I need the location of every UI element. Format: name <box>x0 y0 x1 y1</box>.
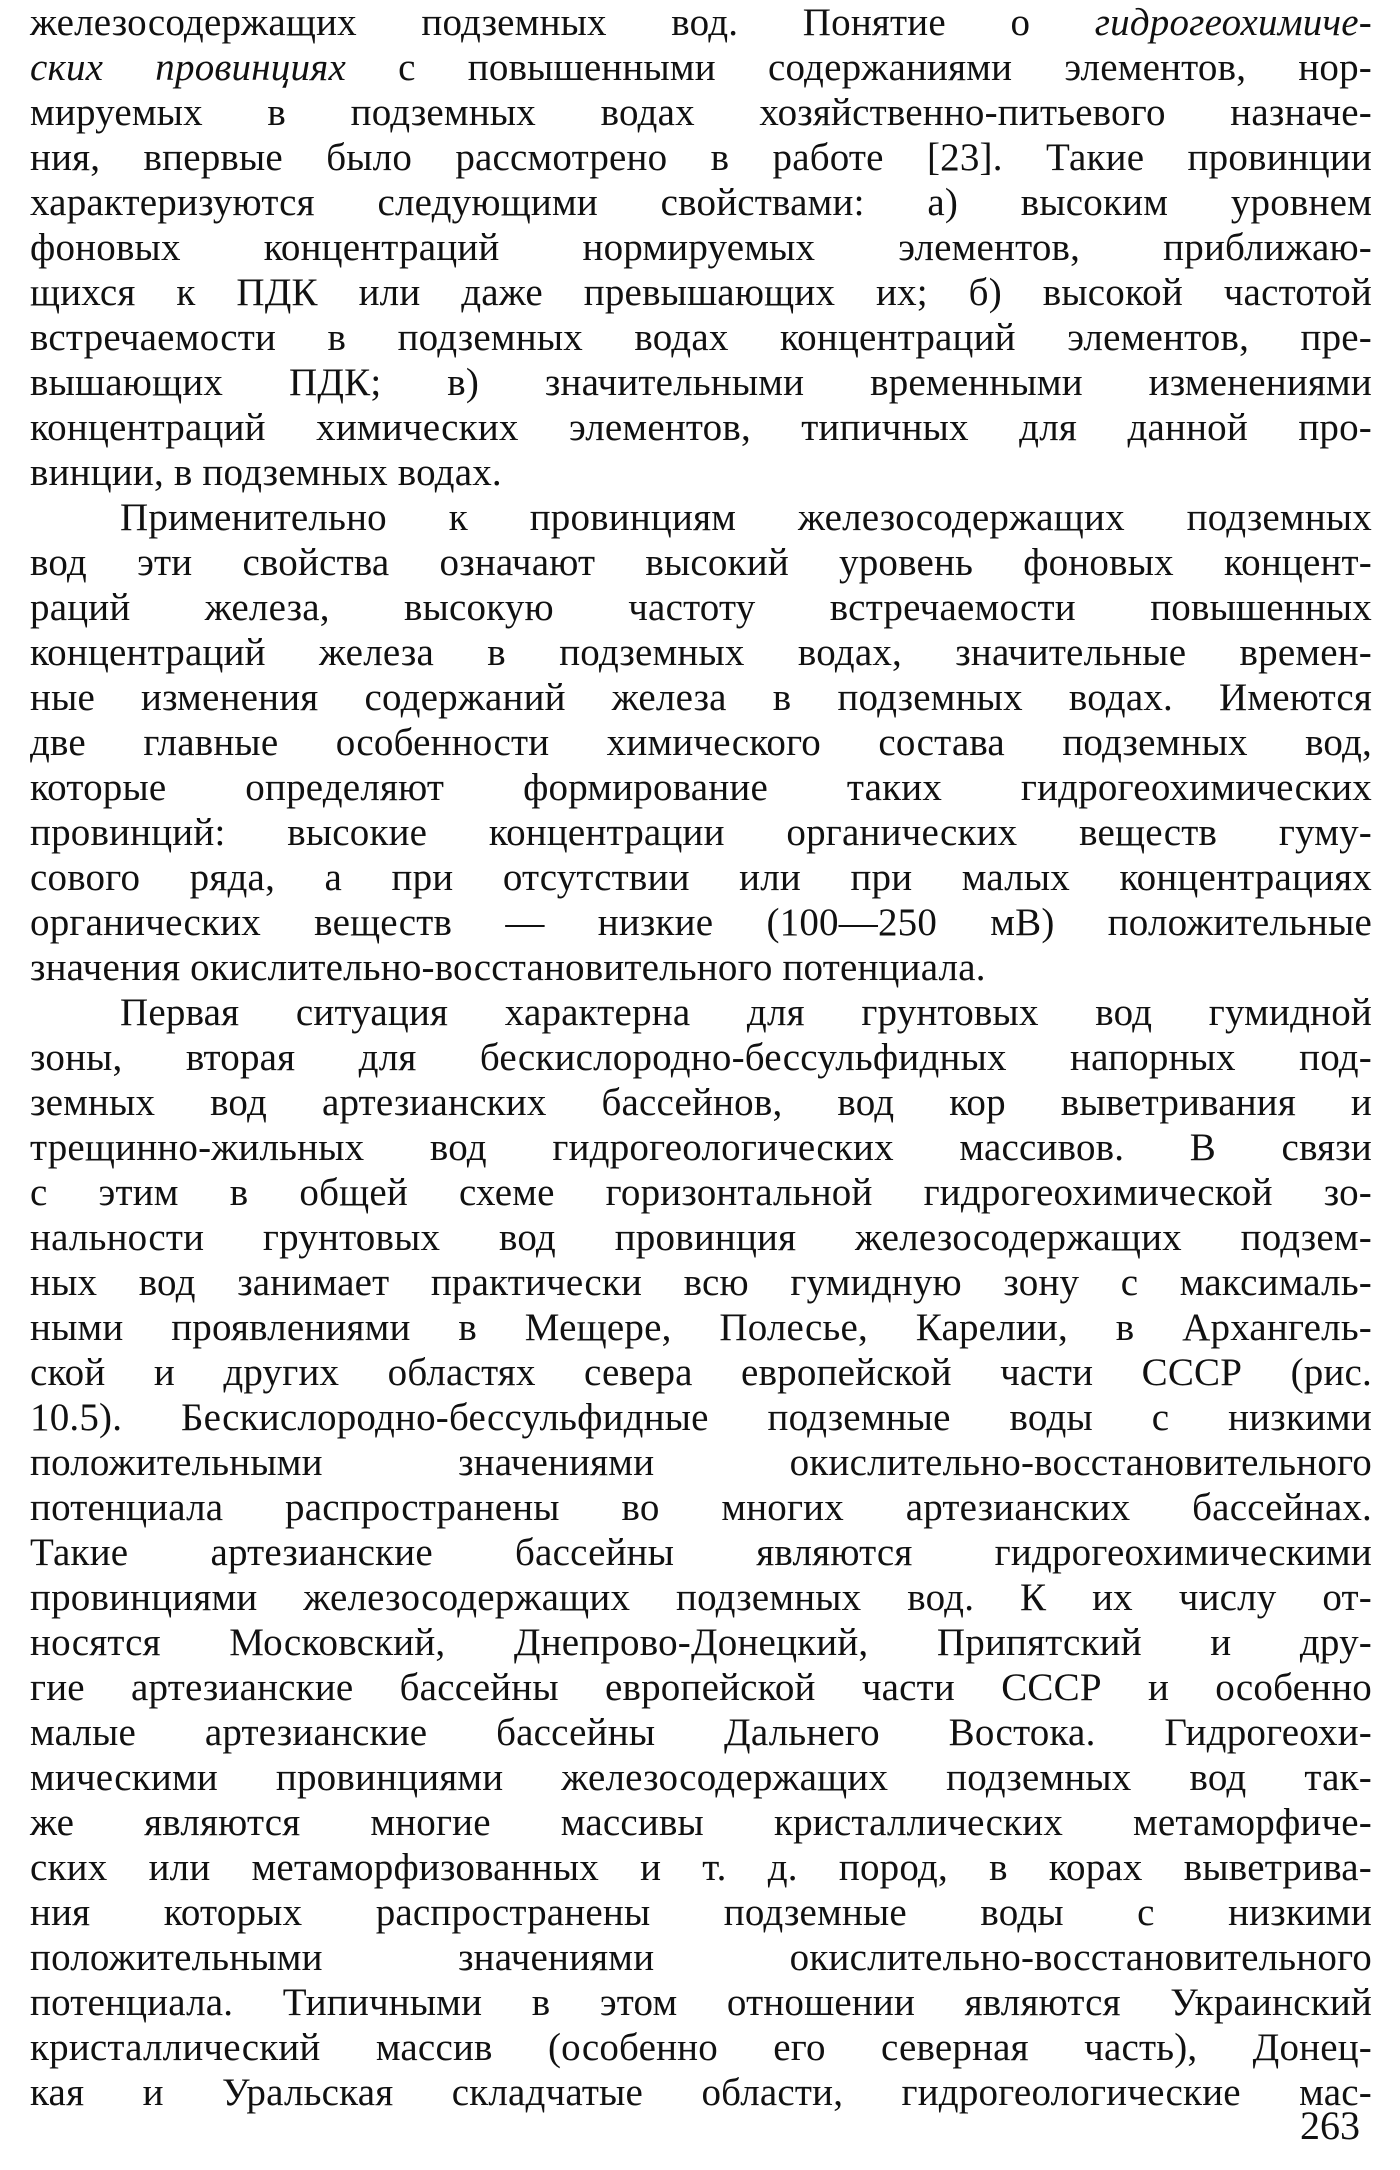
text-line <box>30 45 1372 90</box>
text-line: мируемых в подземных водах хозяйственно-питьевого назначе- <box>30 91 1372 134</box>
text-line: раций железа, высокую частоту встречаемости повышенных <box>30 586 1372 629</box>
text-line: же являются многие массивы кристаллических метаморфиче- <box>30 1801 1372 1844</box>
italic-term: ских провинциях <box>30 46 347 89</box>
body-text <box>30 0 1372 2115</box>
text-line: кая и Уральская складчатые области, гидрогеологические мас- <box>30 2071 1372 2114</box>
italic-term: гидрогеохимиче- <box>1094 1 1372 44</box>
text-line: концентраций химических элементов, типичных для данной про- <box>30 406 1372 449</box>
text-line: концентраций железа в подземных водах, значительные времен- <box>30 631 1372 674</box>
text-line: зоны, вторая для бескислородно-бессульфидных напорных под- <box>30 1036 1372 1079</box>
text-line: Применительно к провинциям железосодержащих подземных <box>120 496 1372 539</box>
text-line: потенциала распространены во многих артезианских бассейнах. <box>30 1486 1372 1529</box>
text-line: потенциала. Типичными в этом отношении являются Украинский <box>30 1981 1372 2024</box>
text-run: с повышенными содержаниями элементов, нор- <box>346 46 1372 89</box>
text-line: с этим в общей схеме горизонтальной гидрогеохимической зо- <box>30 1171 1372 1214</box>
text-line: положительными значениями окислительно-восстановительного <box>30 1441 1372 1484</box>
text-line: ными проявлениями в Мещере, Полесье, Карелии, в Архангель- <box>30 1306 1372 1349</box>
text-line: фоновых концентраций нормируемых элементов, приближаю- <box>30 226 1372 269</box>
text-line: ных вод занимает практически всю гумидную зону с максималь- <box>30 1261 1372 1304</box>
text-line: ских или метаморфизованных и т. д. пород, в корах выветрива- <box>30 1846 1372 1889</box>
text-line: Первая ситуация характерна для грунтовых вод гумидной <box>120 991 1372 1034</box>
text-line: органических веществ — низкие (100—250 мВ) положительные <box>30 901 1372 944</box>
text-line: Такие артезианские бассейны являются гидрогеохимическими <box>30 1531 1372 1574</box>
text-line: ской и других областях севера европейской части СССР (рис. <box>30 1351 1372 1394</box>
text-line: кристаллический массив (особенно его северная часть), Донец- <box>30 2026 1372 2069</box>
text-line: вод эти свойства означают высокий уровень фоновых концент- <box>30 541 1372 584</box>
text-line <box>30 0 1372 45</box>
text-line: трещинно-жильных вод гидрогеологических массивов. В связи <box>30 1126 1372 1169</box>
text-line: встречаемости в подземных водах концентраций элементов, пре- <box>30 316 1372 359</box>
text-line: характеризуются следующими свойствами: а) высоким уровнем <box>30 181 1372 224</box>
text-line: гие артезианские бассейны европейской части СССР и особенно <box>30 1666 1372 1709</box>
text-line: ния, впервые было рассмотрено в работе [23]. Такие провинции <box>30 136 1372 179</box>
text-line: 10.5). Бескислородно-бессульфидные подземные воды с низкими <box>30 1396 1372 1439</box>
page-number: 263 <box>1300 2103 1360 2148</box>
text-line: провинциями железосодержащих подземных вод. К их числу от- <box>30 1576 1372 1619</box>
text-line: сового ряда, а при отсутствии или при малых концентрациях <box>30 856 1372 899</box>
text-line: провинций: высокие концентрации органических веществ гуму- <box>30 811 1372 854</box>
text-line: мическими провинциями железосодержащих подземных вод так- <box>30 1756 1372 1799</box>
text-line: вышающих ПДК; в) значительными временными изменениями <box>30 361 1372 404</box>
text-line: две главные особенности химического состава подземных вод, <box>30 721 1372 764</box>
text-run: железосодержащих подземных вод. Понятие о <box>30 1 1095 44</box>
text-line: которые определяют формирование таких гидрогеохимических <box>30 766 1372 809</box>
text-line: положительными значениями окислительно-восстановительного <box>30 1936 1372 1979</box>
text-line: земных вод артезианских бассейнов, вод кор выветривания и <box>30 1081 1372 1124</box>
text-line: носятся Московский, Днепрово-Донецкий, Припятский и дру- <box>30 1621 1372 1664</box>
text-line: нальности грунтовых вод провинция железосодержащих подзем- <box>30 1216 1372 1259</box>
text-line: малые артезианские бассейны Дальнего Востока. Гидрогеохи- <box>30 1711 1372 1754</box>
text-line: значения окислительно-восстановительного потенциала. <box>30 946 986 989</box>
text-line: ные изменения содержаний железа в подземных водах. Имеются <box>30 676 1372 719</box>
text-line: ния которых распространены подземные воды с низкими <box>30 1891 1372 1934</box>
text-line: щихся к ПДК или даже превышающих их; б) высокой частотой <box>30 271 1372 314</box>
text-line: винции, в подземных водах. <box>30 451 502 494</box>
